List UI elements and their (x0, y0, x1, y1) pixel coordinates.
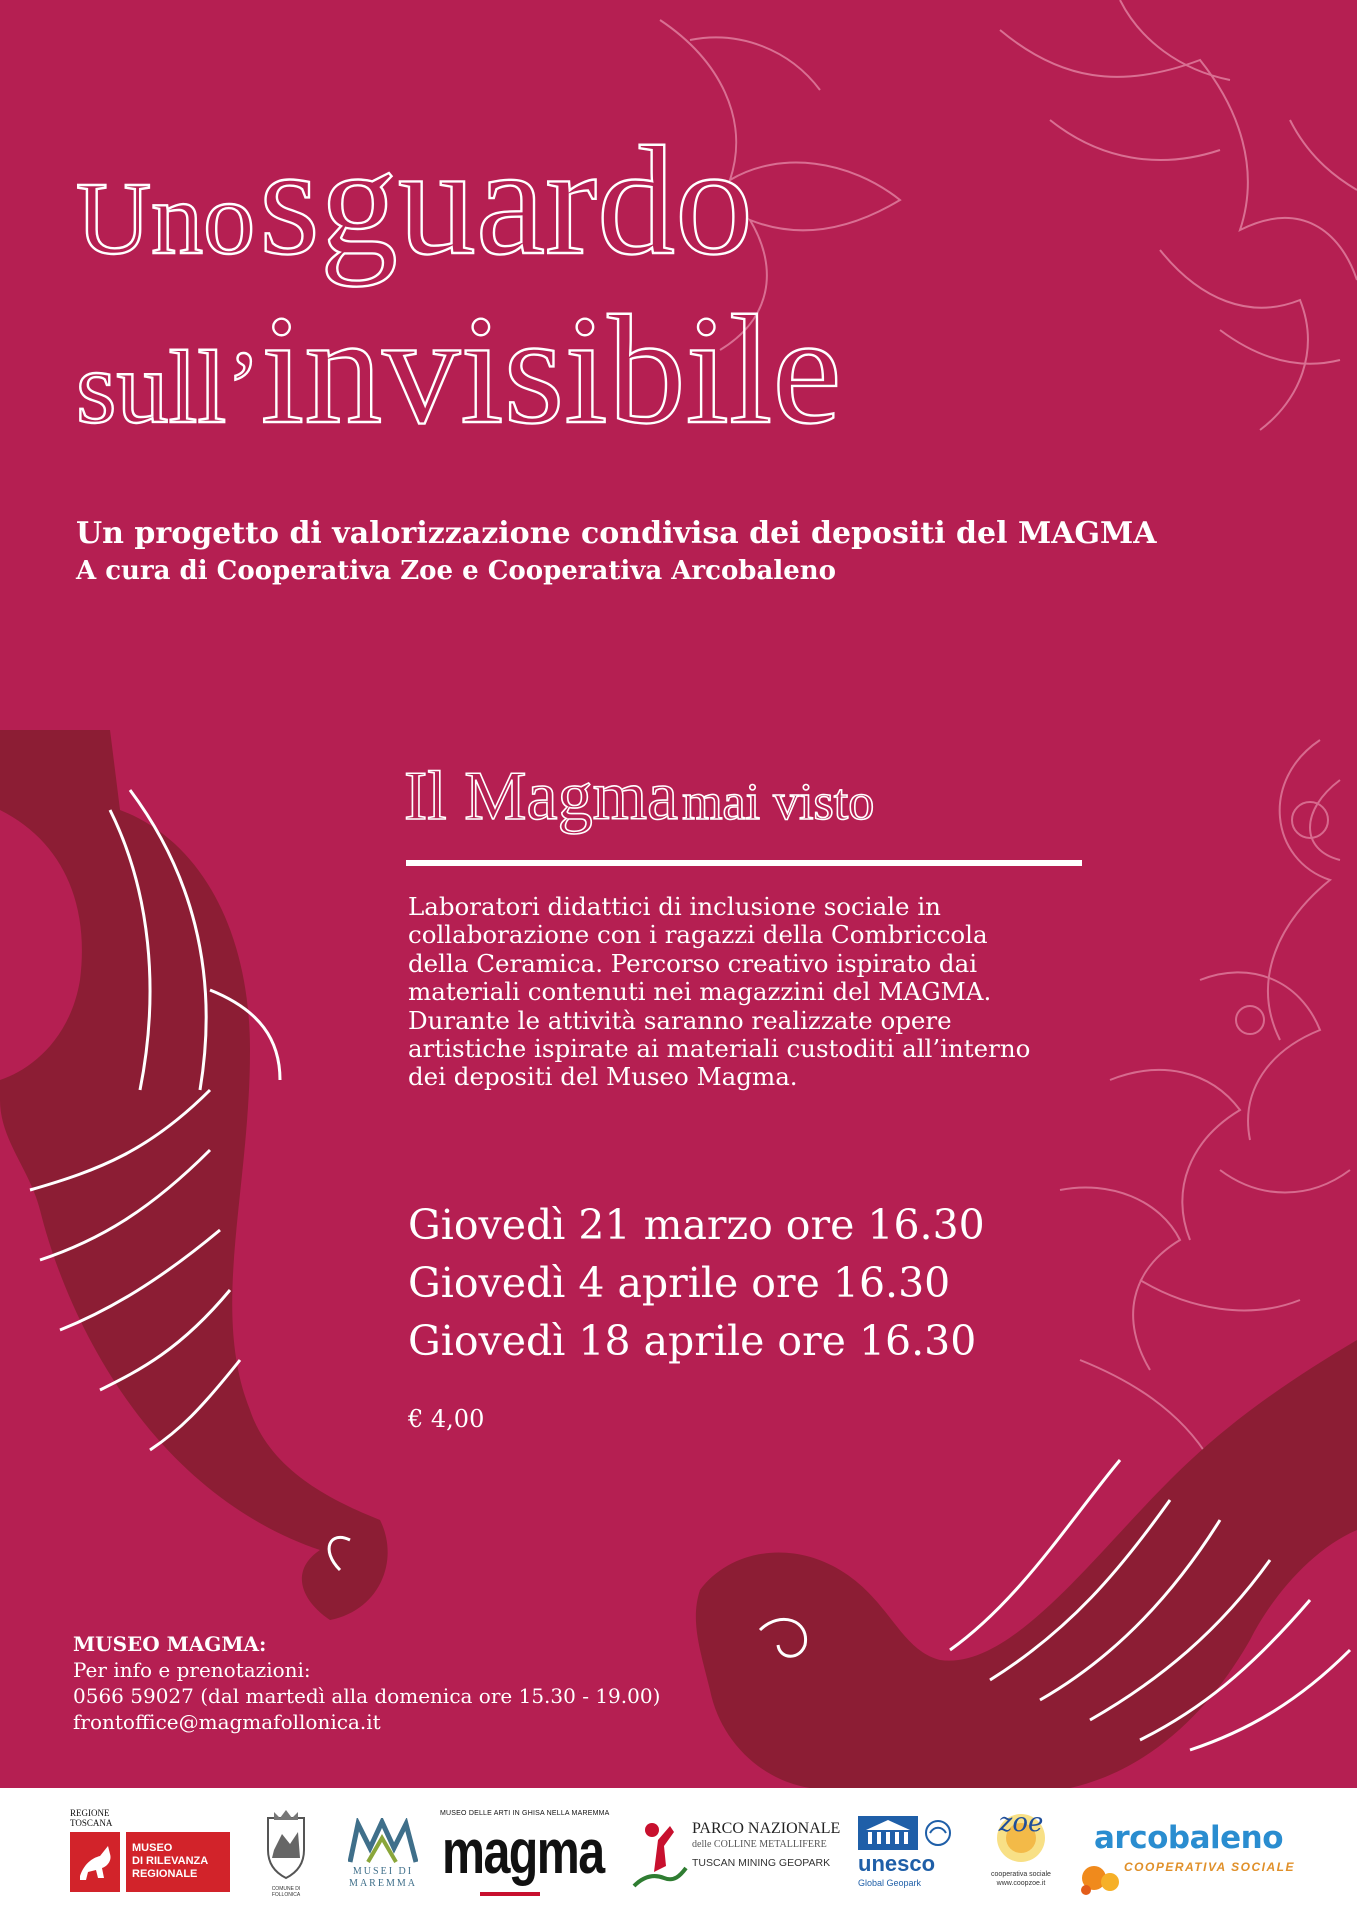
logo-zoe-word: zoe (998, 1808, 1044, 1838)
description-line: della Ceramica. Percorso creativo ispirato dai (408, 948, 978, 978)
description (408, 893, 1148, 1092)
event-date: Giovedì 21 marzo ore 16.30 (408, 1201, 985, 1249)
logo-parco-colline-metallifere (628, 1806, 840, 1902)
description-line: materiali contenuti nei magazzini del MAGMA. (408, 977, 992, 1007)
logo-regione-toscana (68, 1806, 233, 1902)
logo-musei-line2: MAREMMA (349, 1878, 417, 1889)
section-heading (404, 758, 875, 835)
logo-musei-line1: MUSEI DI (352, 1866, 414, 1877)
logo-zoe (980, 1806, 1062, 1902)
title-word-invisibile: invisibile (260, 283, 842, 456)
subtitle-project: Un progetto di valorizzazione condivisa dei depositi del MAGMA (76, 516, 1157, 551)
logo-arcobaleno-sub: COOPERATIVA SOCIALE (1124, 1860, 1295, 1874)
logo-magma (440, 1806, 610, 1902)
section-heading-secondary: mai visto (682, 774, 875, 831)
title-word-uno: Uno (76, 161, 256, 276)
contact-info (73, 1631, 660, 1735)
logo-parco-line2: delle COLLINE METALLIFERE (692, 1839, 827, 1850)
contact-email[interactable]: frontoffice@magmafollonica.it (73, 1710, 381, 1734)
contact-heading: MUSEO MAGMA: (73, 1632, 267, 1656)
logo-arcobaleno (1080, 1806, 1295, 1902)
logo-comune-label: COMUNE DI FOLLONICA (271, 1886, 301, 1898)
logo-parco-line3: TUSCAN MINING GEOPARK (692, 1857, 831, 1869)
subtitle-curators: A cura di Cooperativa Zoe e Cooperativa Arcobaleno (76, 556, 836, 586)
description-line: Durante le attività saranno realizzate opere (408, 1005, 952, 1035)
heading-divider (406, 860, 1082, 866)
logo-musei-maremma (338, 1806, 428, 1902)
logo-regione-line2: TOSCANA (70, 1818, 113, 1828)
logo-magma-word: magma (442, 1818, 604, 1887)
logo-museo-line3: REGIONALE (132, 1868, 198, 1880)
price: € 4,00 (408, 1405, 485, 1433)
event-dates (408, 1196, 985, 1370)
title-line-2 (76, 283, 842, 456)
logo-museo-line1: MUSEO (132, 1842, 173, 1854)
logo-magma-tagline: MUSEO DELLE ARTI IN GHISA NELLA MAREMMA (440, 1810, 610, 1817)
description-line: collaborazione con i ragazzi della Combriccola (408, 920, 988, 950)
contact-info-label: Per info e prenotazioni: (73, 1658, 311, 1682)
pegasus-icon (70, 1832, 120, 1892)
logo-museo-line2: DI RILEVANZA (132, 1855, 209, 1867)
title-line-1 (76, 114, 754, 287)
logo-zoe-sub1: cooperativa sociale (991, 1871, 1051, 1878)
description-line: artistiche ispirate ai materiali custoditi all’interno (408, 1034, 1031, 1064)
title-word-sguardo: sguardo (259, 114, 754, 287)
geopark-figure-icon (630, 1816, 688, 1892)
logo-bar (0, 1788, 1357, 1920)
left-scroll-ornament-icon (0, 670, 400, 1650)
logo-unesco-word: unesco (858, 1851, 936, 1876)
event-date: Giovedì 18 aprile ore 16.30 (408, 1317, 977, 1365)
unesco-temple-icon (858, 1816, 952, 1850)
right-scroll-ornament-icon (690, 1300, 1357, 1788)
event-date: Giovedì 4 aprile ore 16.30 (408, 1259, 951, 1307)
logo-regione-line1: REGIONE (70, 1808, 110, 1818)
contact-phone: 0566 59027 (dal martedì alla domenica ore 15.30 - 19.00) (73, 1684, 661, 1708)
logo-unesco-sub: Global Geopark (858, 1878, 922, 1888)
description-line: Laboratori didattici di inclusione sociale in (408, 892, 941, 921)
logo-parco-line1: PARCO NAZIONALE (692, 1820, 841, 1837)
logo-unesco-geopark (852, 1806, 958, 1902)
arcobaleno-splash-icon (1080, 1860, 1126, 1896)
description-line: dei depositi del Museo Magma. (408, 1062, 798, 1092)
title-word-sull: sull’ (76, 330, 261, 445)
musei-maremma-mark-icon (348, 1818, 418, 1864)
logo-comune-follonica (258, 1806, 314, 1902)
section-heading-main: Il Magma (404, 758, 679, 835)
logo-arcobaleno-word: arcobaleno (1094, 1820, 1284, 1856)
coat-of-arms-icon (262, 1810, 310, 1880)
logo-zoe-sub2: www.coopzoe.it (996, 1880, 1046, 1887)
